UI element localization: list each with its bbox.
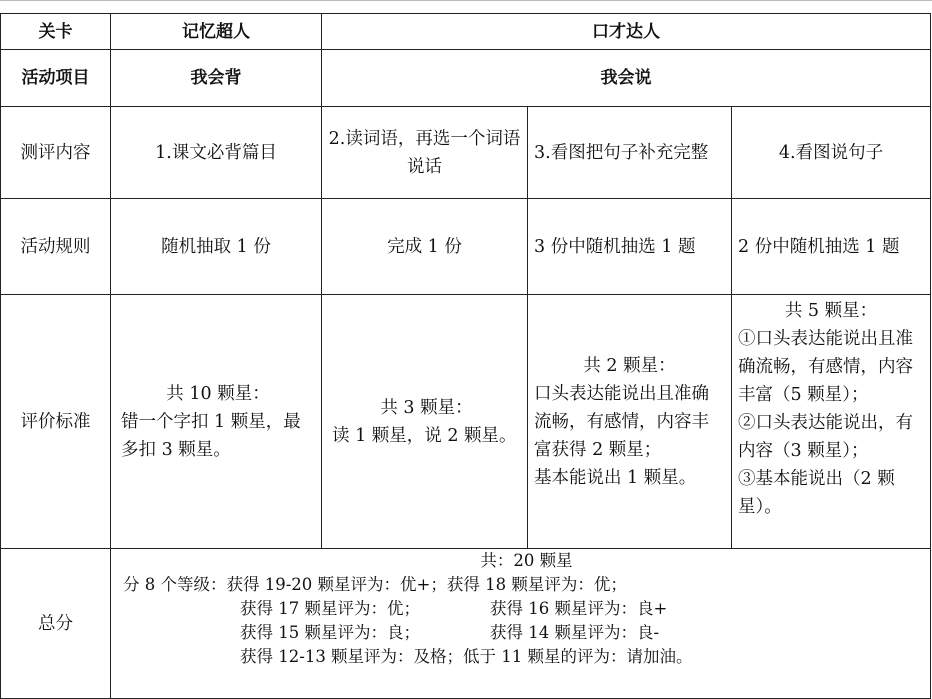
- criteria-1-total: 共 10 颗星：: [166, 383, 270, 404]
- header-stage-label: 关卡: [1, 14, 111, 50]
- header-stage-speech: 口才达人: [322, 14, 931, 50]
- content-cell-1: 1.课文必背篇目: [111, 107, 322, 199]
- total-stars: 共：20 颗星: [480, 551, 573, 570]
- criteria-3-total: 共 2 颗星：: [583, 355, 676, 376]
- rules-cell-2: 完成 1 份: [322, 199, 528, 295]
- grade-15: 获得 15 颗星评为：良；: [240, 623, 420, 642]
- activity-speech: 我会说: [322, 50, 931, 107]
- total-row: [1, 549, 931, 699]
- rules-cell-4: 2 份中随机抽选 1 题: [732, 199, 931, 295]
- criteria-cell-4: [732, 295, 931, 549]
- criteria-2-total: 共 3 颗星：: [380, 397, 473, 418]
- criteria-1-detail: 错一个字扣 1 颗星，最多扣 3 颗星。: [121, 411, 301, 460]
- grade-14: 获得 14 颗星评为：良-: [490, 623, 660, 642]
- header-row: [1, 14, 931, 50]
- criteria-label: 评价标准: [1, 295, 111, 549]
- content-cell-2: 2.读词语，再选一个词语说话: [322, 107, 528, 199]
- rules-row: [1, 199, 931, 295]
- criteria-2-detail: 读 1 颗星，说 2 颗星。: [332, 425, 517, 446]
- criteria-cell-2: [322, 295, 528, 549]
- grade-line-4: 获得 12-13 颗星评为：及格；低于 11 颗星的评为：请加油。: [240, 647, 693, 666]
- grade-line-1: 分 8 个等级：获得 19-20 颗星评为：优+；获得 18 颗星评为：优；: [123, 575, 627, 594]
- content-row: [1, 107, 931, 199]
- rules-label: 活动规则: [1, 199, 111, 295]
- grade-line-3: [123, 621, 930, 645]
- criteria-4-level-3: ③基本能说出（2 颗星）。: [738, 469, 895, 517]
- grade-line-2: [123, 597, 930, 621]
- content-cell-4: 4.看图说句子: [732, 107, 931, 199]
- activity-memory: 我会背: [111, 50, 322, 107]
- criteria-3-detail-b: 基本能说出 1 颗星。: [534, 467, 697, 488]
- grade-16: 获得 16 颗星评为：良+: [490, 599, 668, 618]
- criteria-4-level-1: ①口头表达能说出且准确流畅，有感情，内容丰富（5 颗星）；: [738, 329, 913, 405]
- criteria-row: [1, 295, 931, 549]
- criteria-4-total: 共 5 颗星：: [784, 301, 878, 321]
- header-stage-memory: 记忆超人: [111, 14, 322, 50]
- activity-label: 活动项目: [1, 50, 111, 107]
- rules-cell-3: 3 份中随机抽选 1 题: [528, 199, 732, 295]
- content-cell-3: 3.看图把句子补充完整: [528, 107, 732, 199]
- criteria-4-level-2: ②口头表达能说出，有内容（3 颗星）；: [738, 413, 913, 461]
- grade-17: 获得 17 颗星评为：优；: [240, 599, 420, 618]
- total-cell: [111, 549, 931, 699]
- assessment-table: [0, 13, 931, 699]
- criteria-cell-1: [111, 295, 322, 549]
- content-label: 测评内容: [1, 107, 111, 199]
- top-rule: [0, 0, 932, 1]
- total-label: 总分: [1, 549, 111, 699]
- criteria-3-detail-a: 口头表达能说出且准确流畅，有感情，内容丰富获得 2 颗星；: [534, 383, 709, 460]
- activity-row: [1, 50, 931, 107]
- rules-cell-1: 随机抽取 1 份: [111, 199, 322, 295]
- criteria-cell-3: [528, 295, 732, 549]
